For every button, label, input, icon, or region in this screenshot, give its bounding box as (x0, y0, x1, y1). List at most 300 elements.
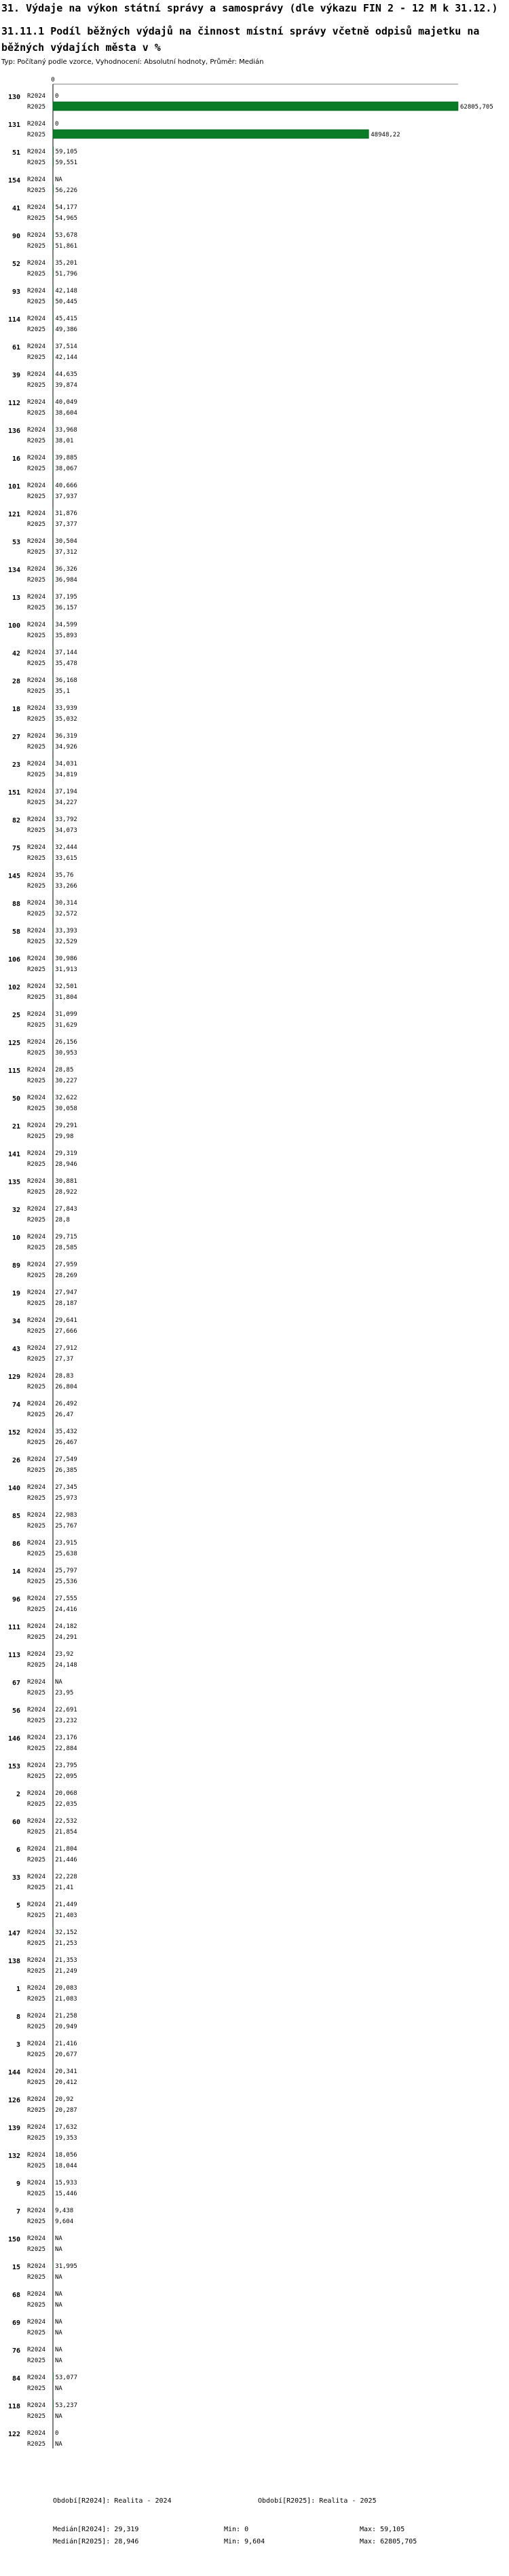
series-row-label: R2024 (27, 2124, 46, 2131)
bar (53, 202, 54, 211)
category-label: 96 (12, 1596, 20, 1604)
data-label: 30,986 (55, 955, 77, 962)
data-label: 26,492 (55, 1401, 77, 1407)
series-row-label: R2025 (27, 1773, 46, 1780)
category-label: 118 (7, 2403, 20, 2410)
series-row-label: R2025 (27, 1050, 46, 1057)
category-label: 42 (12, 650, 20, 658)
data-label: 26,804 (55, 1384, 77, 1390)
series-row-label: R2024 (27, 1095, 46, 1101)
category-label: 18 (12, 706, 20, 713)
data-label: 19,353 (55, 2135, 77, 2142)
series-row-label: R2024 (27, 1874, 46, 1880)
series-row-label: R2024 (27, 316, 46, 322)
series-row-label: R2024 (27, 1762, 46, 1769)
category-label: 145 (7, 873, 20, 880)
data-label: 21,249 (55, 1968, 77, 1975)
series-row-label: R2024 (27, 983, 46, 990)
series-row-label: R2025 (27, 1968, 46, 1975)
series-row-label: R2025 (27, 1884, 46, 1891)
data-label: 27,843 (55, 1206, 77, 1213)
series-row-label: R2024 (27, 733, 46, 740)
data-label: 22,983 (55, 1512, 77, 1519)
data-label: 28,585 (55, 1245, 77, 1251)
series-row-label: R2025 (27, 271, 46, 278)
data-label: 20,949 (55, 2024, 77, 2030)
category-label: 23 (12, 761, 20, 769)
data-label: 23,95 (55, 1690, 74, 1697)
category-label: 134 (7, 567, 20, 574)
category-label: 140 (7, 1485, 20, 1492)
data-label: 21,353 (55, 1957, 77, 1964)
category-label: 115 (7, 1067, 20, 1075)
series-row-label: R2025 (27, 1718, 46, 1724)
data-label: 34,227 (55, 799, 77, 806)
data-label: 30,953 (55, 1050, 77, 1057)
category-label: 58 (12, 928, 20, 936)
category-label: 5 (16, 1902, 20, 1910)
series-row-label: R2024 (27, 1345, 46, 1352)
category-label: 25 (12, 1012, 20, 1019)
series-row-label: R2024 (27, 1122, 46, 1129)
data-label: 56,226 (55, 187, 78, 194)
category-label: 122 (7, 2431, 20, 2438)
data-label: 27,912 (55, 1345, 77, 1352)
data-label: 40,049 (55, 399, 77, 406)
data-label: 20,677 (55, 2051, 77, 2058)
series-row-label: R2025 (27, 2246, 46, 2253)
data-label: 32,572 (55, 911, 77, 917)
data-label: 35,76 (55, 872, 74, 879)
series-row-label: R2024 (27, 622, 46, 628)
category-label: 150 (7, 2236, 20, 2243)
data-label: 51,796 (55, 271, 78, 278)
footer-period-2024: Období[R2024]: Realita - 2024 (53, 2497, 172, 2505)
data-label: 37,194 (55, 789, 77, 795)
category-label: 112 (7, 400, 20, 407)
data-label: 35,893 (55, 632, 77, 639)
category-label: 56 (12, 1707, 20, 1715)
series-row-label: R2025 (27, 1606, 46, 1613)
series-row-label: R2025 (27, 2218, 46, 2225)
data-label: 22,691 (55, 1707, 77, 1713)
series-row-label: R2025 (27, 2135, 46, 2142)
category-label: 33 (12, 1874, 20, 1882)
data-label: 37,937 (55, 493, 77, 500)
series-row-label: R2025 (27, 354, 46, 361)
category-label: 27 (12, 734, 20, 741)
series-row-label: R2025 (27, 159, 46, 166)
series-row-label: R2024 (27, 1595, 46, 1602)
series-row-label: R2025 (27, 1745, 46, 1752)
category-label: 153 (7, 1763, 20, 1770)
category-label: 135 (7, 1179, 20, 1186)
data-label: 21,083 (55, 1996, 77, 2003)
category-label: 82 (12, 817, 20, 825)
data-label: 34,599 (55, 622, 77, 628)
series-row-label: R2025 (27, 1662, 46, 1669)
series-row-label: R2024 (27, 2374, 46, 2381)
series-row-label: R2024 (27, 649, 46, 656)
series-row-label: R2024 (27, 928, 46, 934)
category-label: 102 (7, 984, 20, 991)
series-row-label: R2024 (27, 288, 46, 295)
series-row-label: R2024 (27, 455, 46, 461)
series-row-label: R2024 (27, 2041, 46, 2047)
series-row-label: R2024 (27, 1623, 46, 1630)
data-label: 29,641 (55, 1317, 77, 1324)
category-label: 51 (12, 149, 20, 157)
data-label: 27,666 (55, 1328, 77, 1335)
category-label: 13 (12, 594, 20, 602)
data-label: 31,913 (55, 966, 77, 973)
series-row-label: R2025 (27, 326, 46, 333)
series-row-label: R2024 (27, 900, 46, 907)
category-label: 125 (7, 1040, 20, 1047)
data-label: 26,467 (55, 1439, 77, 1446)
data-label: 26,156 (55, 1039, 77, 1046)
data-label: 32,152 (55, 1929, 77, 1936)
series-row-label: R2025 (27, 1105, 46, 1112)
data-label: NA (55, 2235, 62, 2242)
series-row-label: R2025 (27, 438, 46, 444)
series-row-label: R2025 (27, 1300, 46, 1307)
data-label: 33,393 (55, 928, 77, 934)
data-label: 37,514 (55, 343, 77, 350)
category-label: 138 (7, 1958, 20, 1965)
series-row-label: R2024 (27, 1289, 46, 1296)
series-row-label: R2025 (27, 493, 46, 500)
category-label: 7 (16, 2208, 20, 2216)
chart-meta: Typ: Počítaný podle vzorce, Vyhodnocení: Absolutní hodnoty, Průměr: Medián (1, 58, 264, 66)
series-row-label: R2025 (27, 299, 46, 305)
category-label: 8 (16, 2013, 20, 2021)
category-label: 1 (16, 1986, 20, 1993)
series-row-label: R2024 (27, 1262, 46, 1268)
data-label: 33,939 (55, 705, 77, 712)
series-row-label: R2025 (27, 994, 46, 1001)
category-label: 147 (7, 1930, 20, 1937)
category-label: 21 (12, 1123, 20, 1131)
data-label: 39,874 (55, 382, 77, 389)
data-label: 29,291 (55, 1122, 77, 1129)
series-row-label: R2025 (27, 521, 46, 528)
series-row-label: R2024 (27, 789, 46, 795)
series-row-label: R2024 (27, 2347, 46, 2353)
data-label: 36,157 (55, 605, 77, 611)
data-label: 36,326 (55, 566, 77, 573)
axis-zero-label: 0 (51, 77, 55, 83)
data-label: 32,444 (55, 844, 77, 851)
series-row-label: R2024 (27, 2235, 46, 2242)
data-label: 0 (55, 93, 59, 100)
data-label: 21,804 (55, 1846, 77, 1853)
series-row-label: R2024 (27, 872, 46, 879)
series-row-label: R2024 (27, 1846, 46, 1853)
data-label: 21,446 (55, 1857, 77, 1863)
series-row-label: R2024 (27, 2152, 46, 2159)
data-label: 37,144 (55, 649, 77, 656)
series-row-label: R2025 (27, 1439, 46, 1446)
data-label: 21,449 (55, 1901, 77, 1908)
data-label: 28,922 (55, 1189, 77, 1196)
category-label: 2 (16, 1791, 20, 1798)
data-label: 31,876 (55, 510, 77, 517)
data-label: NA (55, 2330, 62, 2336)
data-label: 33,792 (55, 816, 77, 823)
series-row-label: R2024 (27, 2402, 46, 2409)
series-row-label: R2024 (27, 1178, 46, 1185)
category-label: 76 (12, 2347, 20, 2355)
series-row-label: R2025 (27, 632, 46, 639)
data-label: 35,201 (55, 260, 77, 267)
data-label: 36,984 (55, 577, 77, 584)
category-label: 151 (7, 789, 20, 797)
bar (53, 2400, 54, 2409)
series-row-label: R2025 (27, 2274, 46, 2281)
series-row-label: R2025 (27, 2413, 46, 2420)
series-row-label: R2025 (27, 1996, 46, 2003)
bar-chart (0, 76, 509, 2492)
data-label: 37,377 (55, 521, 77, 528)
series-row-label: R2025 (27, 1634, 46, 1641)
category-label: 28 (12, 678, 20, 685)
series-row-label: R2024 (27, 1373, 46, 1380)
data-label: 31,804 (55, 994, 77, 1001)
data-label: 59,551 (55, 159, 78, 166)
data-label: 36,168 (55, 677, 77, 684)
category-label: 101 (7, 483, 20, 491)
series-row-label: R2025 (27, 1801, 46, 1808)
category-label: 60 (12, 1819, 20, 1826)
chart-footer (0, 2497, 509, 2572)
category-label: 75 (12, 845, 20, 852)
data-label: 22,884 (55, 1745, 77, 1752)
category-label: 74 (12, 1401, 20, 1409)
data-label: 37,195 (55, 594, 77, 601)
category-label: 141 (7, 1151, 20, 1158)
series-row-label: R2024 (27, 1484, 46, 1491)
category-label: 41 (12, 205, 20, 212)
data-label: 51,861 (55, 243, 78, 250)
data-label: NA (55, 2302, 62, 2309)
category-label: 132 (7, 2153, 20, 2160)
series-row-label: R2024 (27, 1985, 46, 1992)
chart-subtitle: 31.11.1 Podíl běžných výdajů na činnost místní správy včetně odpisů majetku na běžných výdajích města v % (1, 25, 480, 54)
data-label: 28,85 (55, 1067, 74, 1074)
series-row-label: R2024 (27, 510, 46, 517)
data-label: 44,635 (55, 371, 77, 378)
category-label: 6 (16, 1846, 20, 1854)
series-row-label: R2024 (27, 204, 46, 211)
series-row-label: R2025 (27, 2441, 46, 2448)
data-label: 21,258 (55, 2013, 77, 2020)
data-label: 23,176 (55, 1735, 77, 1741)
data-label: NA (55, 2441, 62, 2448)
data-label: 33,968 (55, 427, 77, 434)
data-label: 26,385 (55, 1467, 77, 1474)
series-row-label: R2025 (27, 549, 46, 556)
data-label: 20,068 (55, 1790, 77, 1797)
series-row-label: R2025 (27, 1940, 46, 1947)
category-label: 144 (7, 2069, 20, 2077)
data-label: 18,044 (55, 2163, 77, 2170)
data-label: 26,47 (55, 1412, 74, 1418)
series-row-label: R2024 (27, 705, 46, 712)
series-row-label: R2025 (27, 716, 46, 723)
series-row-label: R2025 (27, 2302, 46, 2309)
series-row-label: R2024 (27, 1317, 46, 1324)
series-row-label: R2025 (27, 577, 46, 584)
data-label: 38,01 (55, 438, 74, 444)
series-row-label: R2025 (27, 744, 46, 751)
data-label: 23,92 (55, 1651, 74, 1658)
data-label: 34,031 (55, 761, 77, 768)
series-row-label: R2024 (27, 2013, 46, 2020)
data-label: 20,341 (55, 2068, 77, 2075)
category-label: 43 (12, 1346, 20, 1353)
data-label: NA (55, 2246, 62, 2253)
category-label: 34 (12, 1318, 20, 1325)
data-label: 59,105 (55, 149, 78, 155)
category-label: 111 (7, 1624, 20, 1631)
data-label: 35,478 (55, 660, 77, 667)
data-label: 21,253 (55, 1940, 77, 1947)
footer-max-2025: Max: 62805,705 (360, 2538, 417, 2545)
series-row-label: R2024 (27, 399, 46, 406)
series-row-label: R2025 (27, 1328, 46, 1335)
series-row-label: R2024 (27, 482, 46, 489)
series-row-label: R2025 (27, 827, 46, 834)
bar (53, 102, 458, 111)
data-label: 18,056 (55, 2152, 77, 2159)
category-label: 69 (12, 2319, 20, 2327)
data-label: 29,319 (55, 1150, 77, 1157)
data-label: 38,604 (55, 410, 77, 417)
category-label: 14 (12, 1568, 20, 1576)
data-label: NA (55, 2319, 62, 2326)
data-label: 40,666 (55, 482, 77, 489)
category-label: 146 (7, 1735, 20, 1743)
data-label: 30,227 (55, 1078, 77, 1084)
data-label: 25,536 (55, 1578, 77, 1585)
category-label: 19 (12, 1290, 20, 1298)
series-row-label: R2024 (27, 1651, 46, 1658)
series-row-label: R2024 (27, 1735, 46, 1741)
data-label: 53,678 (55, 232, 78, 239)
data-label: 36,319 (55, 733, 77, 740)
data-label: NA (55, 2357, 62, 2364)
data-label: 24,416 (55, 1606, 77, 1613)
series-row-label: R2024 (27, 1679, 46, 1686)
data-label: 30,504 (55, 538, 77, 545)
category-label: 16 (12, 455, 20, 463)
series-row-label: R2024 (27, 566, 46, 573)
bar (53, 130, 369, 138)
data-label: 25,797 (55, 1568, 77, 1574)
data-label: 20,083 (55, 1985, 77, 1992)
series-row-label: R2025 (27, 1161, 46, 1168)
category-label: 9 (16, 2180, 20, 2188)
series-row-label: R2024 (27, 1150, 46, 1157)
series-row-label: R2024 (27, 1540, 46, 1547)
data-label: 15,933 (55, 2180, 77, 2186)
series-row-label: R2024 (27, 232, 46, 239)
bar (53, 157, 54, 166)
series-row-label: R2024 (27, 816, 46, 823)
series-row-label: R2025 (27, 187, 46, 194)
data-label: 54,965 (55, 215, 78, 222)
category-label: 93 (12, 288, 20, 296)
data-label: 34,926 (55, 744, 77, 751)
data-label: 22,035 (55, 1801, 77, 1808)
series-row-label: R2025 (27, 215, 46, 222)
category-label: 85 (12, 1513, 20, 1520)
series-row-label: R2025 (27, 1078, 46, 1084)
data-label: 39,885 (55, 455, 77, 461)
data-label: 33,615 (55, 855, 77, 862)
data-label: 23,232 (55, 1718, 77, 1724)
data-label: 22,095 (55, 1773, 77, 1780)
series-row-label: R2024 (27, 427, 46, 434)
series-row-label: R2025 (27, 243, 46, 250)
series-row-label: R2024 (27, 1818, 46, 1825)
series-row-label: R2025 (27, 382, 46, 389)
bar (53, 147, 54, 155)
data-label: 15,446 (55, 2191, 77, 2197)
category-label: 32 (12, 1207, 20, 1214)
series-row-label: R2025 (27, 1356, 46, 1363)
series-row-label: R2024 (27, 1456, 46, 1463)
data-label: 31,099 (55, 1011, 77, 1018)
category-label: 154 (7, 177, 20, 185)
data-label: 24,148 (55, 1662, 77, 1669)
series-row-label: R2025 (27, 855, 46, 862)
category-label: 86 (12, 1540, 20, 1548)
data-label: 21,416 (55, 2041, 77, 2047)
series-row-label: R2025 (27, 799, 46, 806)
bar (53, 230, 54, 239)
data-label: 23,795 (55, 1762, 77, 1769)
series-row-label: R2025 (27, 2357, 46, 2364)
data-label: NA (55, 2413, 62, 2420)
data-label: 25,767 (55, 1523, 77, 1530)
category-label: 61 (12, 344, 20, 352)
data-label: 20,92 (55, 2096, 74, 2103)
series-row-label: R2025 (27, 1523, 46, 1530)
series-row-label: R2024 (27, 1067, 46, 1074)
series-row-label: R2025 (27, 1245, 46, 1251)
footer-median-2025: Medián[R2025]: 28,946 (53, 2538, 139, 2545)
series-row-label: R2025 (27, 132, 46, 138)
series-row-label: R2025 (27, 466, 46, 472)
data-label: 35,432 (55, 1428, 77, 1435)
data-label: 42,148 (55, 288, 77, 295)
data-label: 21,403 (55, 1912, 77, 1919)
category-label: 10 (12, 1234, 20, 1242)
category-label: 68 (12, 2292, 20, 2299)
series-row-label: R2025 (27, 772, 46, 778)
series-row-label: R2025 (27, 2163, 46, 2170)
series-row-label: R2025 (27, 1690, 46, 1697)
category-label: 67 (12, 1680, 20, 1687)
series-row-label: R2024 (27, 594, 46, 601)
series-row-label: R2024 (27, 1039, 46, 1046)
data-label: 20,287 (55, 2107, 77, 2114)
data-label: 22,532 (55, 1818, 77, 1825)
series-row-label: R2024 (27, 2263, 46, 2270)
series-row-label: R2024 (27, 93, 46, 100)
